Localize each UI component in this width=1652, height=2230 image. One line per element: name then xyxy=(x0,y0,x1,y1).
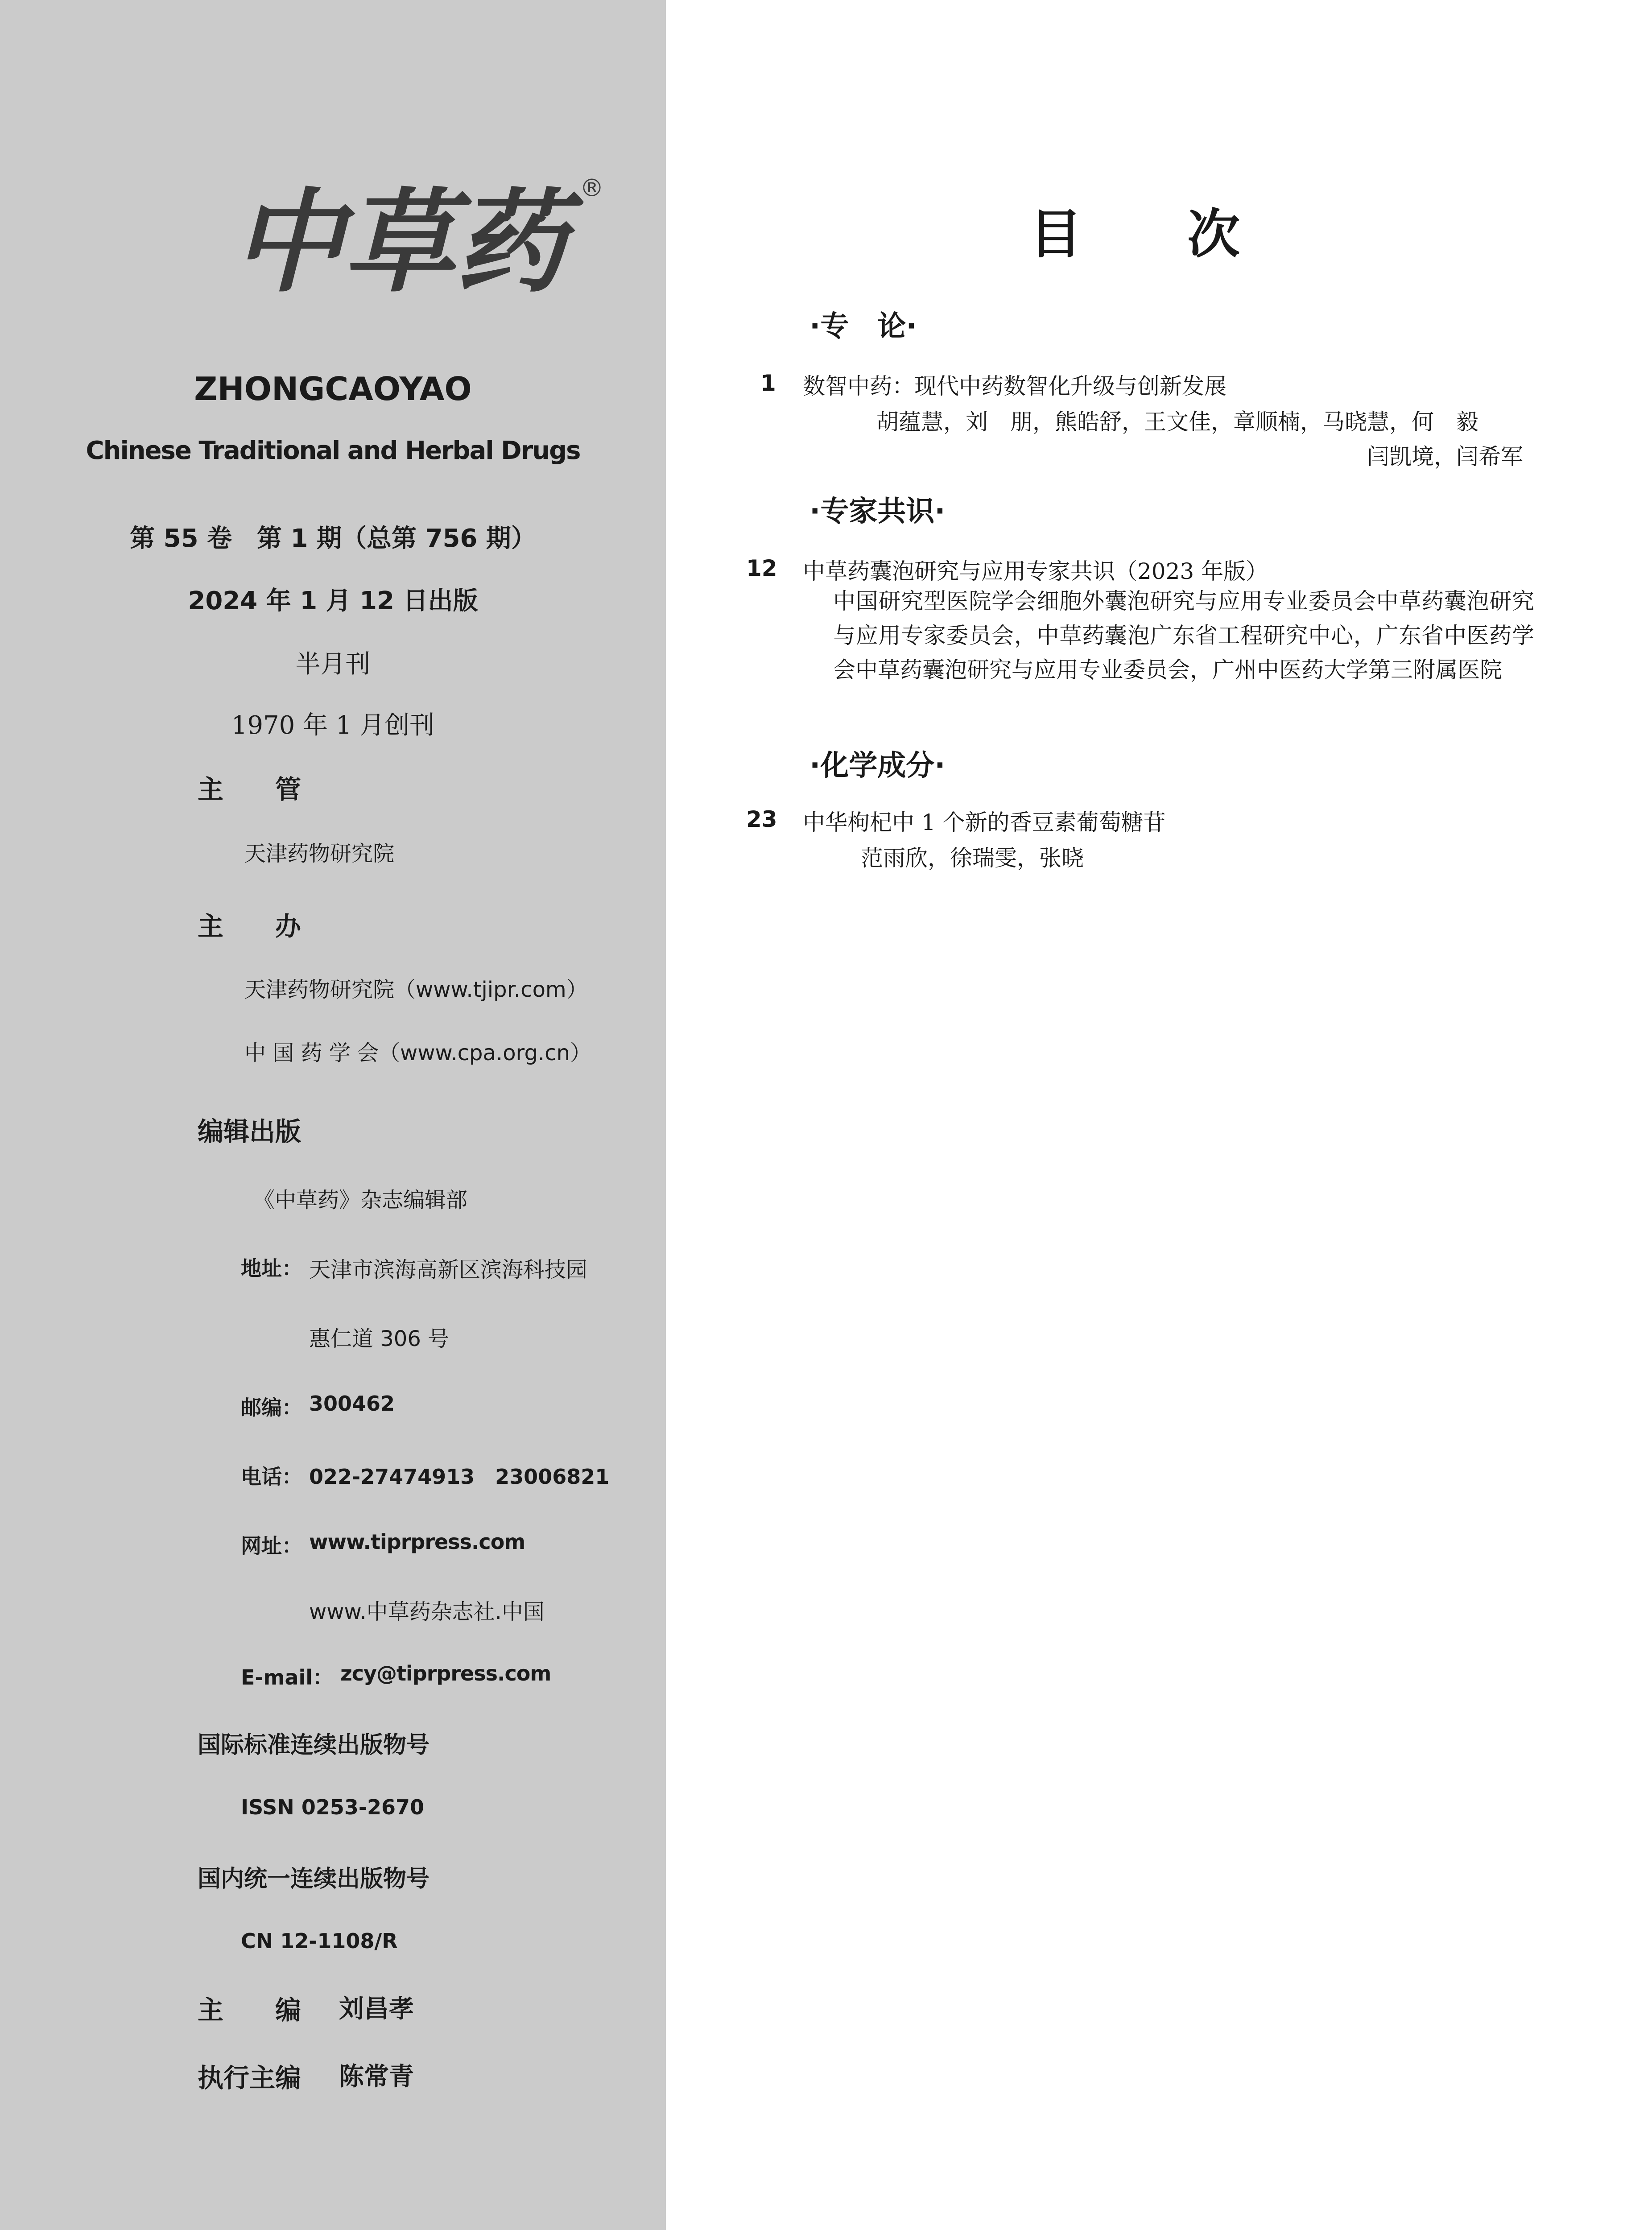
postcode-value: 300462 xyxy=(309,1392,395,1416)
phone-value: 022-27474913 23006821 xyxy=(309,1465,610,1489)
cn-value: CN 12-1108/R xyxy=(241,1929,398,1953)
article-authors: 范雨欣，徐瑞雯，张晓 xyxy=(861,845,1084,871)
logo-calligraphy: 中草药 xyxy=(232,176,566,307)
email-label: E-mail： xyxy=(241,1665,334,1689)
sponsor-2: 中 国 药 学 会（www.cpa.org.cn） xyxy=(244,1041,591,1065)
toc-title: 目 次 xyxy=(1029,203,1240,265)
section-heading-chemical-constituents: ·化学成分· xyxy=(809,749,946,782)
exec-editor-value: 陈常青 xyxy=(339,2062,414,2091)
article-page-number: 23 xyxy=(746,806,777,832)
title-english: Chinese Traditional and Herbal Drugs xyxy=(86,436,580,465)
title-pinyin: ZHONGCAOYAO xyxy=(194,370,472,408)
article-title[interactable]: 中草药囊泡研究与应用专家共识（2023 年版） xyxy=(803,558,1268,584)
phone-label: 电话： xyxy=(241,1465,302,1489)
masthead-sidebar xyxy=(0,0,666,2230)
publisher-value: 《中草药》杂志编辑部 xyxy=(253,1188,468,1213)
sponsor-1: 天津药物研究院（www.tjipr.com） xyxy=(244,977,588,1002)
founded-date: 1970 年 1 月创刊 xyxy=(231,711,435,740)
publisher-label: 编辑出版 xyxy=(198,1116,301,1147)
journal-logo xyxy=(223,161,615,308)
issn-label: 国际标准连续出版物号 xyxy=(198,1732,430,1759)
volume-issue: 第 55 卷 第 1 期（总第 756 期） xyxy=(130,524,536,553)
registered-mark: ® xyxy=(580,174,604,202)
address-label: 地址： xyxy=(241,1256,302,1280)
issn-value: ISSN 0253-2670 xyxy=(241,1795,424,1819)
cn-label: 国内统一连续出版物号 xyxy=(198,1866,430,1892)
article-authors-cont: 闫凯境，闫希军 xyxy=(1367,444,1523,470)
address-line2: 惠仁道 306 号 xyxy=(309,1326,450,1351)
publish-date: 2024 年 1 月 12 日出版 xyxy=(188,586,478,615)
article-authors: 中国研究型医院学会细胞外囊泡研究与应用专业委员会中草药囊泡研究与应用专家委员会，中草药囊泡广东省工程研究中心，广东省中医药学会中草药囊泡研究与应用专业委员会，广州中医药大学第三附属医院 xyxy=(833,588,1534,683)
website-2[interactable]: www.中草药杂志社.中国 xyxy=(309,1599,545,1624)
section-heading-expert-consensus: ·专家共识· xyxy=(809,495,946,528)
website-label: 网址： xyxy=(241,1534,302,1558)
article-page-number: 12 xyxy=(746,555,777,581)
website-1[interactable]: www.tiprpress.com xyxy=(309,1530,525,1554)
article-page-number: 1 xyxy=(760,370,776,396)
email-value[interactable]: zcy@tiprpress.com xyxy=(340,1661,551,1685)
exec-editor-label: 执行主编 xyxy=(198,2063,301,2093)
article-title[interactable]: 中华枸杞中 1 个新的香豆素葡萄糖苷 xyxy=(803,809,1166,835)
sponsor-label: 主 办 xyxy=(198,911,301,942)
postcode-label: 邮编： xyxy=(241,1396,302,1420)
section-heading-special-review: ·专 论· xyxy=(809,310,917,343)
editor-value: 刘昌孝 xyxy=(339,1994,414,2024)
article-authors: 胡蕴慧，刘 朋，熊皓舒，王文佳，章顺楠，马晓慧，何 毅 xyxy=(876,409,1479,435)
frequency: 半月刊 xyxy=(295,650,371,679)
article-title[interactable]: 数智中药：现代中药数智化升级与创新发展 xyxy=(803,373,1227,399)
supervisor-value: 天津药物研究院 xyxy=(244,841,395,866)
supervisor-label: 主 管 xyxy=(198,774,301,805)
address-line1: 天津市滨海高新区滨海科技园 xyxy=(309,1257,588,1282)
editor-label: 主 编 xyxy=(198,1995,301,2025)
